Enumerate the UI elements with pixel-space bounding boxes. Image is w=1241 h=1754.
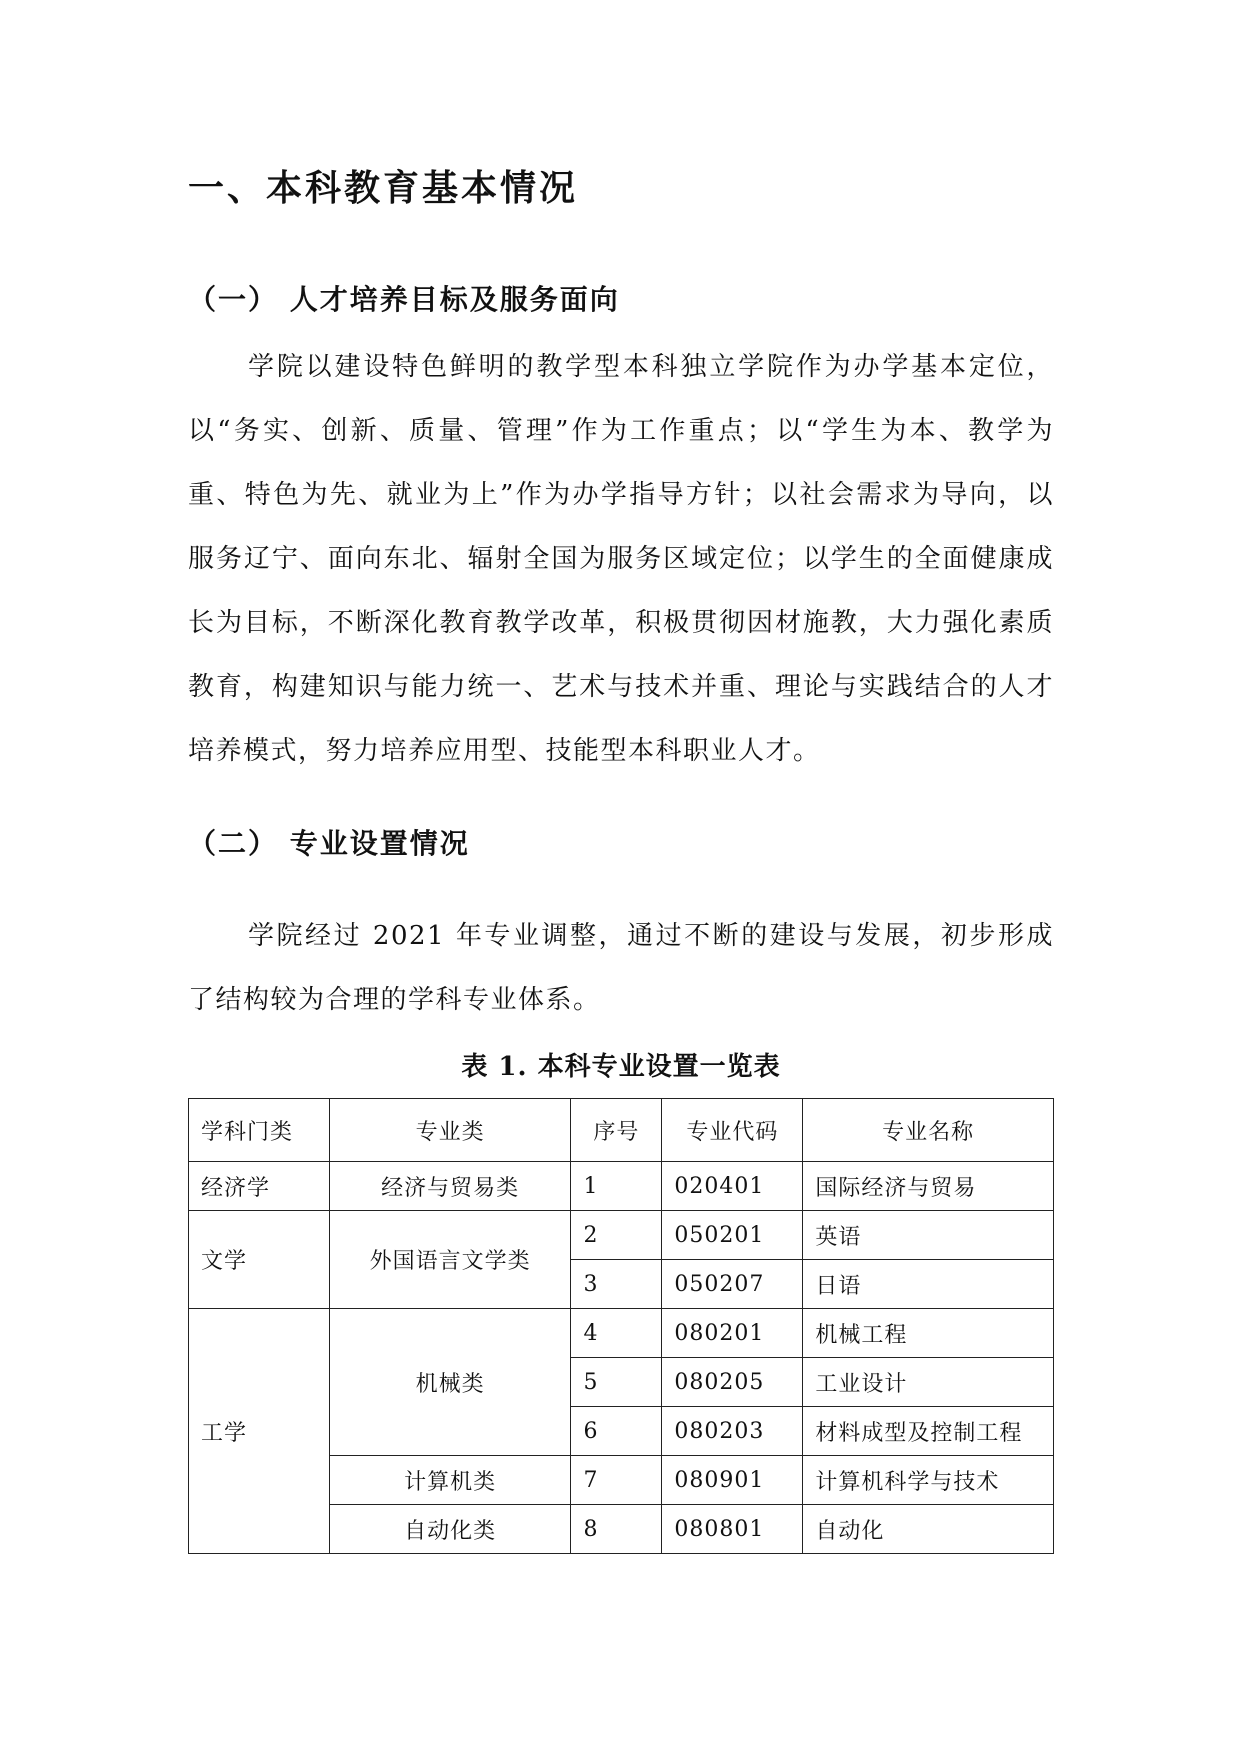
major-name: 材料成型及控制工程 bbox=[803, 1407, 1054, 1456]
major-code: 080901 bbox=[662, 1456, 803, 1505]
section-2-paragraph: 学院经过 2021 年专业调整，通过不断的建设与发展，初步形成了结构较为合理的学科专业体系。 bbox=[188, 921, 1054, 1015]
major-name: 机械工程 bbox=[803, 1309, 1054, 1358]
major-name: 自动化 bbox=[803, 1505, 1054, 1554]
major-name: 日语 bbox=[803, 1260, 1054, 1309]
majors-table bbox=[188, 1098, 1054, 1554]
category-cell: 外国语言文学类 bbox=[329, 1211, 571, 1309]
section-2-title: （二） 专业设置情况 bbox=[188, 827, 470, 860]
table-row bbox=[189, 1162, 1054, 1211]
row-number: 1 bbox=[571, 1162, 662, 1211]
major-name: 国际经济与贸易 bbox=[803, 1162, 1054, 1211]
header-name: 专业名称 bbox=[803, 1099, 1054, 1162]
header-category: 专业类 bbox=[329, 1099, 571, 1162]
major-code: 050207 bbox=[662, 1260, 803, 1309]
main-heading: 一、本科教育基本情况 bbox=[188, 168, 579, 209]
section-1-title: （一） 人才培养目标及服务面向 bbox=[188, 283, 620, 316]
major-name: 英语 bbox=[803, 1211, 1054, 1260]
row-number: 4 bbox=[571, 1309, 662, 1358]
row-number: 7 bbox=[571, 1456, 662, 1505]
table-row bbox=[189, 1309, 1054, 1358]
discipline-cell: 工学 bbox=[189, 1309, 330, 1554]
major-code: 050201 bbox=[662, 1211, 803, 1260]
row-number: 5 bbox=[571, 1358, 662, 1407]
header-code: 专业代码 bbox=[662, 1099, 803, 1162]
major-code: 080801 bbox=[662, 1505, 803, 1554]
row-number: 8 bbox=[571, 1505, 662, 1554]
major-name: 工业设计 bbox=[803, 1358, 1054, 1407]
major-code: 080205 bbox=[662, 1358, 803, 1407]
table-caption: 表 1. 本科专业设置一览表 bbox=[461, 1052, 781, 1082]
header-no: 序号 bbox=[571, 1099, 662, 1162]
row-number: 6 bbox=[571, 1407, 662, 1456]
row-number: 3 bbox=[571, 1260, 662, 1309]
category-cell: 机械类 bbox=[329, 1309, 571, 1456]
header-discipline: 学科门类 bbox=[189, 1099, 330, 1162]
section-1-paragraph: 学院以建设特色鲜明的教学型本科独立学院作为办学基本定位，以“务实、创新、质量、管理”作为工作重点；以“学生为本、教学为重、特色为先、就业为上”作为办学指导方针；以社会需求为导向，以服务辽宁、面向东北、辐射全国为服务区域定位；以学生的全面健康成长为目标，不断深化教育教学改革，积极贯彻因材施教，大力强化素质教育，构建知识与能力统一、艺术与技术并重、理论与实践结合的人才培养模式，努力培养应用型、技能型本科职业人才。 bbox=[188, 352, 1054, 766]
category-cell: 自动化类 bbox=[329, 1505, 571, 1554]
table-header-row bbox=[189, 1099, 1054, 1162]
major-code: 020401 bbox=[662, 1162, 803, 1211]
major-name: 计算机科学与技术 bbox=[803, 1456, 1054, 1505]
discipline-cell: 经济学 bbox=[189, 1162, 330, 1211]
table-row bbox=[189, 1211, 1054, 1260]
category-cell: 计算机类 bbox=[329, 1456, 571, 1505]
discipline-cell: 文学 bbox=[189, 1211, 330, 1309]
row-number: 2 bbox=[571, 1211, 662, 1260]
major-code: 080201 bbox=[662, 1309, 803, 1358]
major-code: 080203 bbox=[662, 1407, 803, 1456]
category-cell: 经济与贸易类 bbox=[329, 1162, 571, 1211]
